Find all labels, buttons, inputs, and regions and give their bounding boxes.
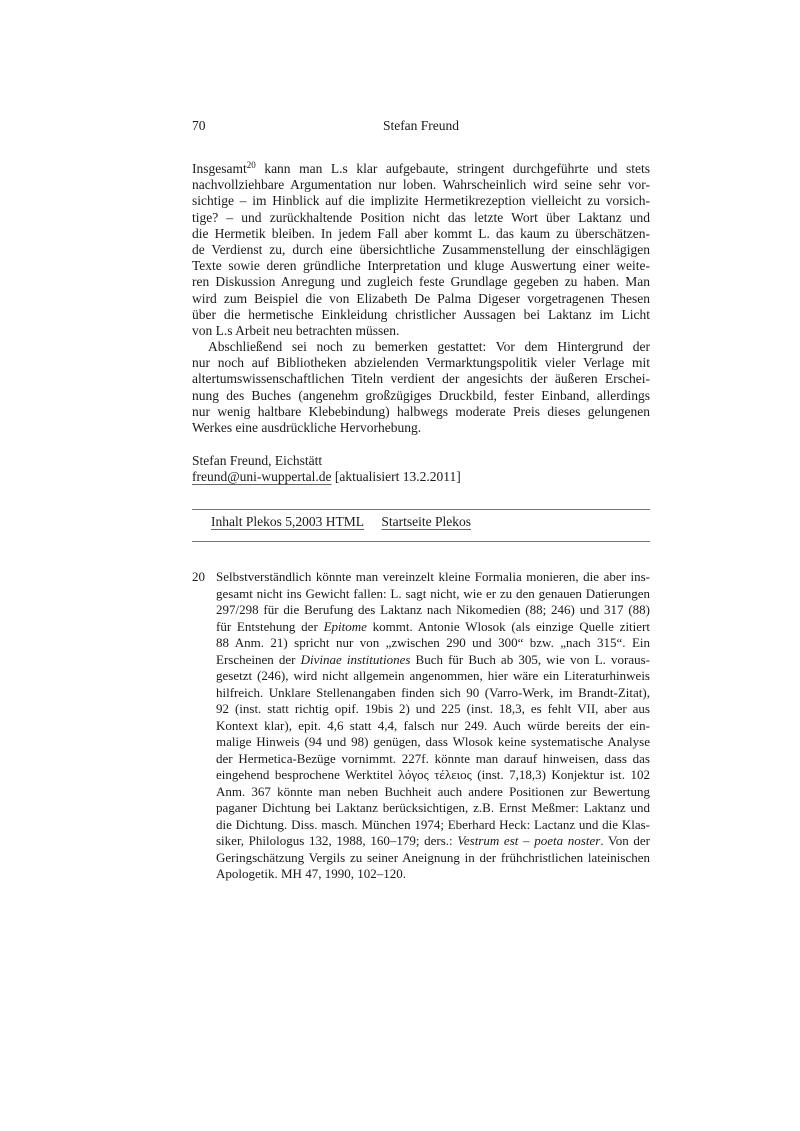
text-line (192, 210, 650, 226)
text-segment: gesetzt (246), wird nicht allgemein angenommen, hier wäre ein Literaturhinweis (216, 668, 650, 683)
text-line (192, 242, 650, 258)
text-line (216, 652, 650, 669)
text-line (216, 734, 650, 751)
page-header (192, 118, 650, 136)
author-line: Stefan Freund, Eichstätt (192, 453, 323, 468)
text-segment: 92 (inst. statt richtig opif. 19bis 2) und 225 (inst. 18,3, es fehlt VII, aber aus (216, 701, 650, 716)
text-segment: Apologetik. MH 47, 1990, 102–120. (216, 866, 406, 881)
divider-bottom (192, 541, 650, 542)
text-segment: Erscheinen der (216, 651, 301, 667)
text-segment: 297/298 für die Berufung des Laktanz nach Nikomedien (88; 246) und 317 (88) (216, 602, 650, 617)
text-segment: der Hermetica-Bezüge vornimmt. 227f. könnte man darauf hinweisen, dass das (216, 750, 650, 766)
italic-text: Divinae institutiones (300, 651, 411, 667)
text-line (216, 866, 650, 883)
text-segment: Abschließend sei noch zu bemerken gestattet: Vor dem Hintergrund der (208, 339, 650, 354)
text-segment: siker, Philologus 132, 1988, 160–179; ders.: (216, 833, 458, 848)
text-segment: de Verdienst zu, durch eine übersichtliche Zusammenstellung der einschlägigen (192, 241, 650, 257)
italic-text: Vestrum est – poeta noster (457, 833, 601, 848)
text-line (216, 569, 650, 586)
text-segment: von L.s Arbeit neu betrachten müssen. (192, 322, 400, 338)
text-segment: malige Hinweis (94 und 98) genügen, dass Wlosok keine systematische Analyse (216, 734, 650, 749)
text-line (192, 291, 650, 307)
text-segment: Texte sowie deren gründliche Interpretation und kluge Auswertung einer weite- (192, 258, 650, 274)
text-segment: Anm. 367 könnte man neben Buchheit auch andere Positionen zur Bewertung (216, 783, 650, 799)
text-segment: Kontext klar), epit. 4,6 statt 4,4, falsch nur 249. Auch würde bereits der ein- (216, 717, 650, 733)
running-head: Stefan Freund (382, 118, 460, 133)
text-segment: hilfreich. Unklare Stellenangaben finden sich 90 (Varro-Werk, im Brandt-Zitat), (216, 684, 650, 700)
text-line (192, 355, 650, 371)
text-line (192, 371, 650, 387)
text-segment: Werkes eine ausdrückliche Hervorhebung. (192, 419, 422, 435)
text-segment: die Hermetik bleiben. In jedem Fall aber kommt L. das kaum zu überschätzen- (192, 225, 650, 241)
text-segment: nur noch auf Bibliotheken abzielenden Vermarktungspolitik vieler Verlage mit (192, 355, 650, 371)
footnote-text (216, 569, 650, 883)
text-segment: für Entstehung der (216, 618, 324, 634)
text-segment: sichtige – im Hinblick auf die implizite Hermetikrezeption vielleicht zu vorsich- (192, 193, 650, 209)
text-segment: nung des Buches (angenehm großzügiges Druckbild, fester Einband, allerdings (192, 387, 650, 403)
text-segment: paganer Dichtung bei Laktanz berücksichtigen, z.B. Ernst Meßmer: Laktanz und (216, 800, 650, 815)
signature (192, 453, 650, 485)
text-segment: kommt. Antonie Wlosok (als einzige Quelle zitiert (366, 618, 650, 634)
updated-date: [aktualisiert 13.2.2011] (334, 469, 461, 485)
text-segment: nachvollziehbare Argumentation nur loben. Wahrscheinlich wird seine sehr vor- (192, 177, 650, 193)
nav-links (211, 513, 485, 531)
text-segment: wird zum Beispiel die von Elizabeth De Palma Digeser vorgetragenen Thesen (192, 290, 650, 306)
home-link[interactable]: Startseite Plekos (381, 514, 471, 529)
text-line (216, 635, 650, 652)
text-segment: 88 Anm. 21) spricht nur von „zwischen 290 und 300“ bzw. „nach 315“. Ein (216, 635, 650, 650)
text-line (216, 685, 650, 702)
text-line (216, 800, 650, 817)
text-line (192, 323, 650, 339)
text-line (216, 602, 650, 619)
text-segment: gesamt nicht ins Gewicht fallen: L. sagt nicht, wie er zu den genauen Datierungen (216, 585, 650, 601)
text-line (216, 619, 650, 636)
text-segment: Buch für Buch ab 305, wie von L. voraus- (410, 651, 650, 667)
text-line (192, 339, 650, 355)
text-segment: tige? – und zurückhaltende Position nicht das letzte Wort über Laktanz und (192, 209, 650, 225)
text-segment: kann man L.s klar aufgebaute, stringent durchgeführte und stets (255, 161, 650, 176)
text-segment: Selbstverständlich könnte man vereinzelt kleine Formalia monieren, die aber ins- (216, 569, 650, 584)
footnote-number: 20 (192, 569, 205, 584)
text-line (192, 177, 650, 193)
text-line (192, 388, 650, 404)
text-line (216, 586, 650, 603)
contents-link[interactable]: Inhalt Plekos 5,2003 HTML (211, 514, 364, 529)
text-line (216, 701, 650, 718)
text-line (192, 307, 650, 323)
text-segment: die Dichtung. Diss. masch. München 1974; Eberhard Heck: Lactanz und die Klas- (216, 816, 650, 832)
footnote-ref: 20 (246, 160, 256, 170)
text-segment: Insgesamt (192, 161, 247, 176)
text-line (192, 404, 650, 420)
text-segment: altertumswissenschaftlichen Titeln verdient der angesichts der äußeren Erschei- (192, 371, 650, 387)
email-link[interactable]: freund@uni-wuppertal.de (192, 469, 332, 485)
text-line (216, 718, 650, 735)
text-line (216, 784, 650, 801)
text-segment: nur wenig haltbare Klebebindung) halbwegs moderate Preis dieses gelungenen (192, 403, 650, 419)
text-line (216, 751, 650, 768)
text-line (216, 817, 650, 834)
text-line (192, 193, 650, 209)
text-segment: eingehend besprochene Werktitel λόγος τέλειος (inst. 7,18,3) Konjektur ist. 102 (216, 767, 650, 782)
text-segment: über die hermetische Einkleidung christlicher Aussagen bei Laktanz im Licht (192, 306, 650, 322)
italic-text: Epitome (323, 618, 367, 634)
text-line (192, 161, 650, 177)
text-segment: ren Diskussion Anregung und zugleich feste Grundlage gegeben zu haben. Man (192, 274, 650, 290)
text-line (216, 767, 650, 784)
divider-top (192, 509, 650, 510)
text-line (216, 833, 650, 850)
text-line (192, 420, 650, 436)
text-line (192, 258, 650, 274)
text-segment: Geringschätzung Vergils zu seiner Aneignung in der frühchristlichen lateinischen (216, 849, 650, 865)
body-paragraph-1 (192, 161, 650, 339)
text-line (216, 668, 650, 685)
text-line (192, 226, 650, 242)
page-number: 70 (192, 118, 206, 133)
text-line (192, 274, 650, 290)
text-line (216, 850, 650, 867)
contact-line (192, 469, 650, 485)
body-paragraph-2 (192, 339, 650, 436)
text-segment: . Von der (600, 833, 651, 848)
